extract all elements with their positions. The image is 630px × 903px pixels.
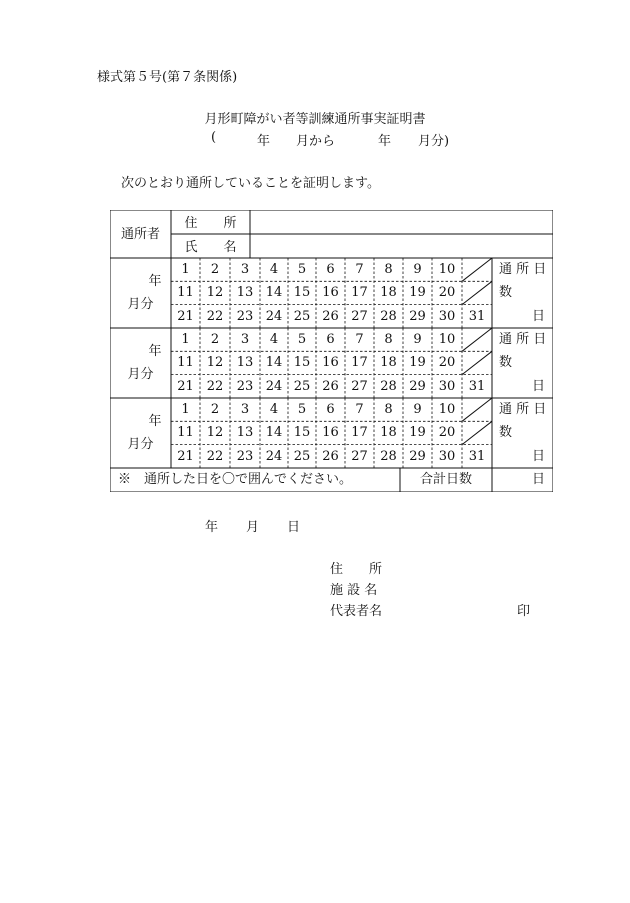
day-number: 23	[236, 378, 254, 394]
day-number: 9	[413, 262, 422, 277]
day-number: 21	[177, 378, 194, 394]
day-number: 1	[181, 332, 190, 347]
day-number: 18	[380, 425, 397, 441]
day-number: 17	[351, 285, 368, 301]
year-label: 年	[148, 414, 162, 429]
day-number: 27	[351, 378, 368, 394]
day-number: 28	[380, 378, 397, 394]
day-number: 13	[236, 425, 254, 441]
total-days-unit: 日	[531, 472, 545, 487]
day-number: 24	[265, 378, 283, 394]
period-month-to: 月分)	[418, 134, 450, 149]
day-number: 6	[326, 262, 335, 277]
day-number: 25	[293, 448, 311, 464]
day-number: 15	[293, 285, 311, 301]
month-label: 月分	[127, 367, 154, 382]
day-number: 2	[210, 262, 220, 277]
period-open-paren: (	[211, 130, 217, 145]
circle-instruction-note: ※ 通所した日を〇で囲んでください。	[118, 472, 353, 487]
day-number: 14	[265, 425, 283, 441]
year-label: 年	[148, 274, 162, 289]
day-number: 15	[293, 355, 311, 371]
signer-address-label: 住 所	[330, 562, 383, 577]
day-number: 9	[413, 402, 422, 417]
day-number: 17	[351, 355, 368, 371]
issue-day: 日	[287, 520, 301, 535]
day-number: 26	[322, 308, 339, 324]
day-number: 13	[236, 285, 254, 301]
period-year-to: 年	[378, 134, 392, 149]
day-number: 31	[468, 448, 486, 464]
day-number: 9	[413, 332, 422, 347]
day-number: 3	[240, 332, 250, 347]
month-label: 月分	[127, 437, 154, 452]
form-label: 様式第５号(第７条関係)	[97, 70, 238, 85]
day-number: 11	[177, 285, 194, 301]
day-number: 6	[326, 332, 335, 347]
day-number: 22	[206, 378, 224, 394]
period-year-from: 年	[257, 134, 271, 149]
attendance-days-unit: 日	[531, 309, 545, 324]
day-number: 11	[177, 355, 194, 371]
day-number: 16	[322, 425, 339, 441]
day-number: 27	[351, 448, 368, 464]
day-number: 8	[384, 332, 393, 347]
day-number: 22	[206, 308, 224, 324]
total-days-label: 合計日数	[419, 472, 472, 487]
attendance-days-label-cont: 数	[499, 355, 513, 370]
signer-facility-label: 施 設 名	[330, 583, 378, 598]
day-number: 20	[438, 425, 456, 441]
day-number: 13	[236, 355, 254, 371]
day-number: 24	[265, 308, 283, 324]
issue-month: 月	[246, 520, 260, 535]
day-number: 18	[380, 285, 397, 301]
day-number: 21	[177, 308, 194, 324]
day-number: 30	[438, 448, 456, 464]
day-number: 11	[177, 425, 194, 441]
day-number: 4	[269, 262, 279, 277]
day-number: 29	[409, 378, 426, 394]
day-number: 27	[351, 308, 368, 324]
day-number: 30	[438, 308, 456, 324]
day-number: 3	[240, 262, 250, 277]
day-number: 14	[265, 285, 283, 301]
day-number: 26	[322, 448, 339, 464]
day-number: 19	[409, 425, 426, 441]
day-number: 3	[240, 402, 250, 417]
name-label: 氏 名	[184, 240, 237, 255]
day-number: 4	[269, 332, 279, 347]
day-number: 19	[409, 285, 426, 301]
day-number: 8	[384, 262, 393, 277]
day-number: 2	[210, 402, 220, 417]
year-label: 年	[148, 344, 162, 359]
signer-representative-label: 代表者名	[330, 604, 383, 619]
day-number: 7	[355, 262, 364, 277]
day-number: 28	[380, 308, 397, 324]
day-number: 18	[380, 355, 397, 371]
day-number: 7	[355, 402, 364, 417]
day-number: 29	[409, 448, 426, 464]
day-number: 16	[322, 355, 339, 371]
person-header-label: 通所者	[120, 227, 160, 242]
attendance-days-unit: 日	[531, 379, 545, 394]
day-number: 1	[181, 262, 190, 277]
day-number: 22	[206, 448, 224, 464]
day-number: 16	[322, 285, 339, 301]
day-number: 10	[438, 332, 456, 347]
day-number: 10	[438, 402, 456, 417]
issue-year: 年	[205, 520, 219, 535]
day-number: 30	[438, 378, 456, 394]
attendance-days-label: 通 所 日	[499, 262, 547, 277]
seal-mark: 印	[517, 604, 531, 619]
day-number: 25	[293, 308, 311, 324]
day-number: 5	[297, 262, 307, 277]
day-number: 28	[380, 448, 397, 464]
day-number: 31	[468, 378, 486, 394]
day-number: 1	[181, 402, 190, 417]
day-number: 23	[236, 448, 254, 464]
day-number: 2	[210, 332, 220, 347]
day-number: 5	[297, 402, 307, 417]
day-number: 23	[236, 308, 254, 324]
day-number: 4	[269, 402, 279, 417]
day-number: 24	[265, 448, 283, 464]
day-number: 20	[438, 355, 456, 371]
period-month-from: 月から	[296, 134, 336, 149]
day-number: 31	[468, 308, 486, 324]
day-number: 19	[409, 355, 426, 371]
attendance-days-label: 通 所 日	[499, 402, 547, 417]
intro-text: 次のとおり通所していることを証明します。	[121, 176, 380, 191]
day-number: 17	[351, 425, 368, 441]
day-number: 12	[206, 285, 224, 301]
day-number: 12	[206, 425, 224, 441]
day-number: 21	[177, 448, 194, 464]
day-number: 26	[322, 378, 339, 394]
day-number: 15	[293, 425, 311, 441]
attendance-days-unit: 日	[531, 449, 545, 464]
address-label: 住 所	[184, 216, 237, 231]
day-number: 25	[293, 378, 311, 394]
attendance-days-label-cont: 数	[499, 285, 513, 300]
document-title: 月形町障がい者等訓練通所事実証明書	[204, 112, 426, 127]
day-number: 29	[409, 308, 426, 324]
day-number: 14	[265, 355, 283, 371]
day-number: 12	[206, 355, 224, 371]
month-label: 月分	[127, 297, 154, 312]
day-number: 10	[438, 262, 456, 277]
day-number: 6	[326, 402, 335, 417]
day-number: 8	[384, 402, 393, 417]
attendance-days-label: 通 所 日	[499, 332, 547, 347]
attendance-days-label-cont: 数	[499, 425, 513, 440]
day-number: 5	[297, 332, 307, 347]
day-number: 7	[355, 332, 364, 347]
day-number: 20	[438, 285, 456, 301]
